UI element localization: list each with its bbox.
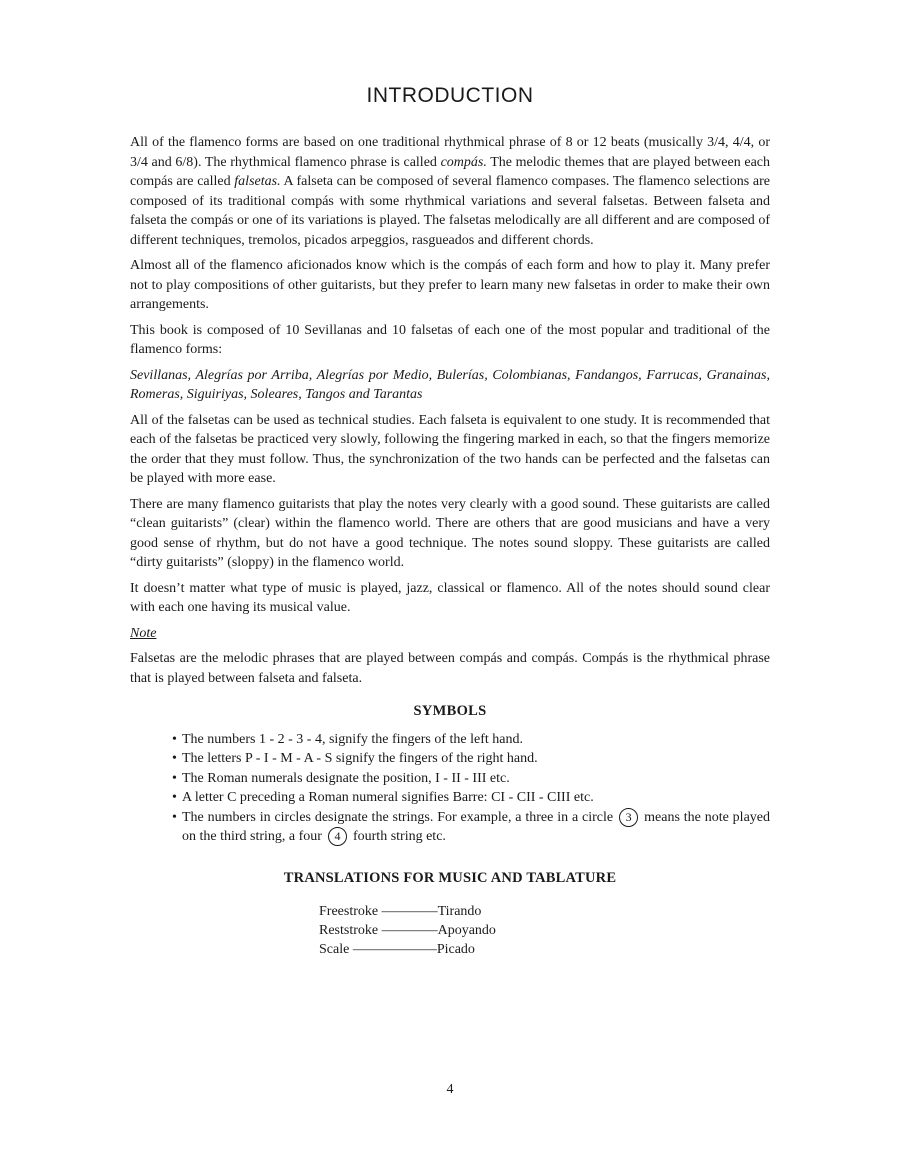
translation-row: Freestroke ————Tirando: [319, 904, 482, 919]
page-title: INTRODUCTION: [366, 84, 534, 107]
paragraph-1-part-a: All of the flamenco forms are based on one traditional rhythmical phrase of 8 or 12 beats (musically 3/4, 4/4, or 3/4 and 6/8). The rhythmical flamenco phrase is called: [130, 135, 770, 170]
paragraph-7: Falsetas are the melodic phrases that are played between compás and compás. Compás is the rhythmical phrase that is played between falseta and falseta.: [130, 651, 770, 686]
paragraph-4: All of the falsetas can be used as technical studies. Each falseta is equivalent to one study. It is recommended that each of the falsetas be practiced very slowly, following the fingering marked in each, so that the fingers memorize the order that they must follow. Thus, the synchronization of the two hands can be perfected and the falsetas can be played with more ease.: [130, 412, 770, 486]
note-heading: [130, 624, 770, 644]
symbols-item: • A letter C preceding a Roman numeral signifies Barre: CI - CII - CIII etc.: [172, 788, 770, 808]
translations-heading: TRANSLATIONS FOR MUSIC AND TABLATURE: [283, 869, 617, 886]
paragraph-1: [130, 133, 770, 250]
translations-list: [319, 902, 770, 959]
page-number: 4: [446, 1082, 454, 1097]
paragraph-2: Almost all of the flamenco aficionados know which is the compás of each form and how to play it. Many prefer not to play compositions of other guitarists, but they prefer to learn many new falsetas in order to make their own arrangements.: [130, 258, 770, 312]
symbols-item: • The numbers 1 - 2 - 3 - 4, signify the fingers of the left hand.: [172, 730, 770, 750]
translation-row: Scale ——————Picado: [319, 942, 475, 957]
symbols-list: [130, 730, 770, 847]
symbols-item-circles-part-b: means the note played on the third string, a four: [182, 809, 770, 844]
symbols-item-circles-part-c: fourth string etc.: [352, 829, 446, 844]
symbols-item: • The letters P - I - M - A - S signify the fingers of the right hand.: [172, 749, 770, 769]
paragraph-3: This book is composed of 10 Sevillanas and 10 falsetas of each one of the most popular and traditional of the flamenco forms:: [130, 322, 770, 357]
symbols-item: • The Roman numerals designate the position, I - II - III etc.: [172, 769, 770, 789]
circled-number-3: 3: [619, 808, 638, 827]
symbols-item-circles: [172, 808, 770, 847]
symbols-heading: SYMBOLS: [413, 703, 487, 719]
symbols-item-circles-part-a: The numbers in circles designate the strings. For example, a three in a circle: [182, 809, 614, 825]
circled-number-4: 4: [328, 827, 347, 846]
term-falsetas: falsetas.: [234, 174, 281, 189]
body-text: [130, 133, 770, 959]
paragraph-5: There are many flamenco guitarists that play the notes very clearly with a good sound. These guitarists are called “clean guitarists” (clear) within the flamenco world. There are others that are good musicians and have a very good sense of rhythm, but do not have a good technique. The notes sound sloppy. These guitarists are called “dirty guitarists” (sloppy) in the flamenco world.: [130, 496, 770, 570]
forms-list: [130, 366, 770, 405]
paragraph-1-part-c: The melodic themes that are played between each compás are called: [130, 154, 770, 189]
term-compas: compás.: [440, 154, 487, 170]
paragraph-6: It doesn’t matter what type of music is played, jazz, classical or flamenco. All of the notes should sound clear with each one having its musical value.: [130, 580, 770, 615]
paragraph-1-part-e: A falseta can be composed of several flamenco compases. The flamenco selections are composed of its traditional compás with some rhythmical variations and several falsetas. Between falseta and falseta the compás or one of its variations is played. The falsetas melodically are all different and are composed of different techniques, tremolos, picados arpeggios, rasgueados and different chords.: [130, 174, 770, 248]
translation-row: Reststroke ————Apoyando: [319, 923, 496, 938]
forms-list-text: Sevillanas, Alegrías por Arriba, Alegrías por Medio, Bulerías, Colombianas, Fandangos, Farrucas, Granainas, Romeras, Siguiriyas, Soleares, Tangos and Tarantas: [130, 367, 770, 402]
note-label: Note: [130, 625, 157, 641]
